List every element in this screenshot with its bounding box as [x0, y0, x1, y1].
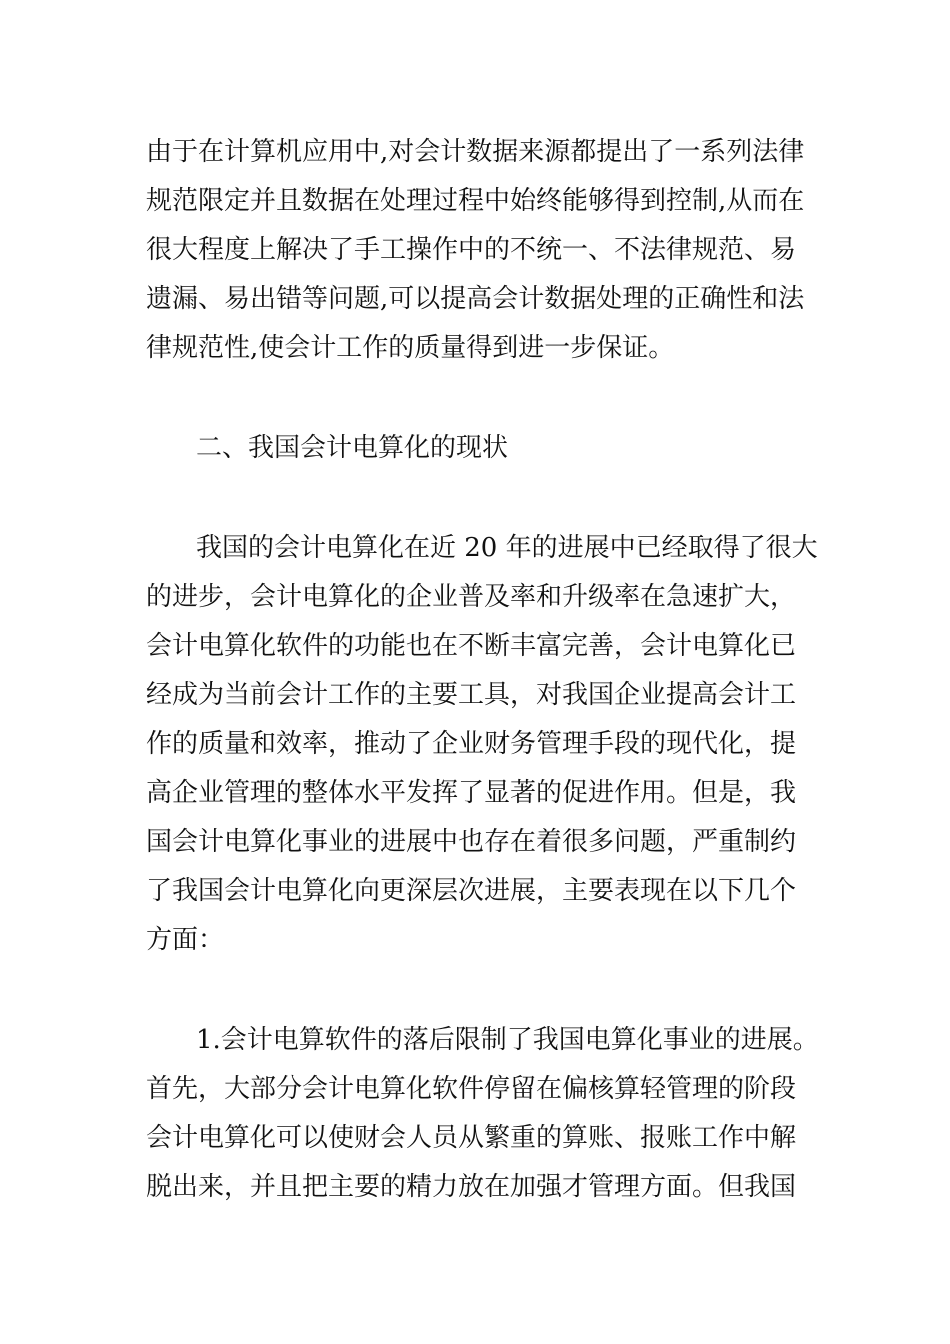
paragraph-1-line-5: 律规范性,使会计工作的质量得到进一步保证。: [146, 333, 675, 363]
paragraph-1-line-2: 规范限定并且数据在处理过程中始终能够得到控制,从而在: [146, 186, 805, 216]
paragraph-2-line-5: 作的质量和效率，推动了企业财务管理手段的现代化，提: [146, 729, 797, 759]
paragraph-2-line-9: 方面：: [146, 925, 225, 955]
paragraph-2-line-4: 经成为当前会计工作的主要工具，对我国企业提高会计工: [146, 680, 797, 710]
paragraph-2-line-1: 我国的会计电算化在近 20 年的进展中已经取得了很大: [196, 533, 818, 563]
paragraph-3-line-1: 1.会计电算软件的落后限制了我国电算化事业的进展。: [196, 1025, 819, 1055]
section-heading: 二、我国会计电算化的现状: [196, 433, 509, 463]
paragraph-1-line-3: 很大程度上解决了手工操作中的不统一、不法律规范、易: [146, 235, 797, 265]
paragraph-3-line-4: 脱出来，并且把主要的精力放在加强才管理方面。但我国: [146, 1172, 797, 1202]
paragraph-1-line-4: 遗漏、易出错等问题,可以提高会计数据处理的正确性和法: [146, 284, 805, 314]
paragraph-1-line-1: 由于在计算机应用中,对会计数据来源都提出了一系列法律: [146, 137, 805, 167]
paragraph-3-line-2: 首先，大部分会计电算化软件停留在偏核算轻管理的阶段: [146, 1074, 797, 1104]
paragraph-2-line-6: 高企业管理的整体水平发挥了显著的促进作用。但是，我: [146, 778, 797, 808]
paragraph-2-line-3: 会计电算化软件的功能也在不断丰富完善，会计电算化已: [146, 631, 797, 661]
paragraph-2-line-8: 了我国会计电算化向更深层次进展，主要表现在以下几个: [146, 876, 797, 906]
paragraph-2-line-2: 的进步，会计电算化的企业普及率和升级率在急速扩大，: [146, 582, 797, 612]
paragraph-3-line-3: 会计电算化可以使财会人员从繁重的算账、报账工作中解: [146, 1123, 797, 1153]
paragraph-2-line-7: 国会计电算化事业的进展中也存在着很多问题，严重制约: [146, 827, 797, 857]
